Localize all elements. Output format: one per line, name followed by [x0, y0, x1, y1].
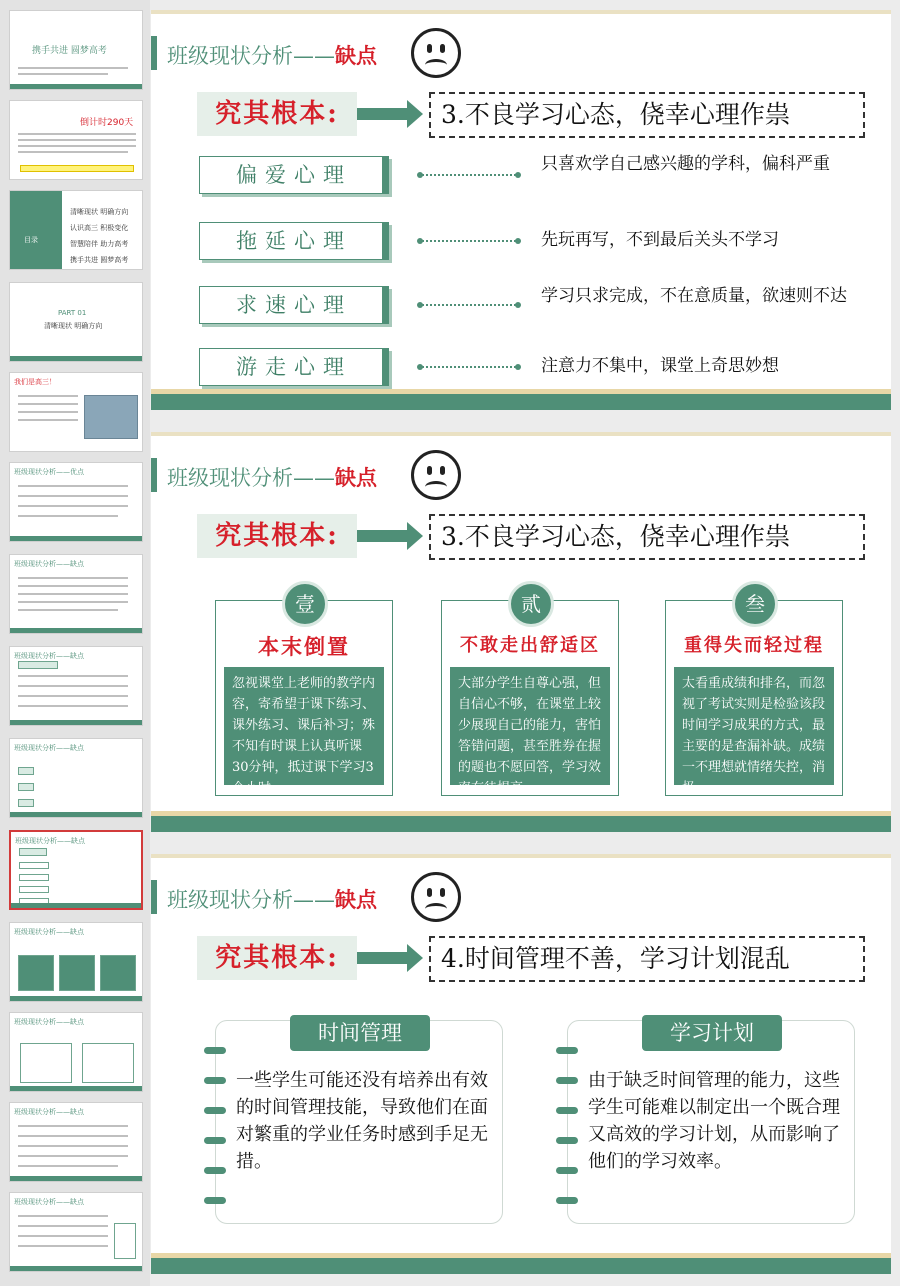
issue-card	[441, 592, 619, 796]
slide-1	[151, 10, 891, 410]
slide-2	[151, 432, 891, 832]
card-title: 不敢走出舒适区	[460, 635, 600, 656]
sad-face-icon	[411, 28, 461, 78]
trait-box: 拖延心理	[199, 222, 389, 260]
root-cause-label: 究其根本:	[197, 936, 357, 980]
trait-desc: 学习只求完成，不在意质量，欲速则不达	[541, 286, 847, 306]
cause-box: 4.时间管理不善，学习计划混乱	[429, 936, 865, 982]
arrow-right-icon	[357, 952, 409, 964]
note-title: 时间管理	[290, 1015, 430, 1051]
trait-desc: 只喜欢学自己感兴趣的学科，偏科严重	[541, 154, 830, 174]
slide-thumb-9[interactable]: 班级现状分析——缺点	[9, 738, 143, 818]
slide-thumb-3[interactable]: 目录 清晰现状 明确方向 认识高三 积极变化 智慧陪伴 助力高考 携手共进 圆梦高考	[9, 190, 143, 270]
card-badge: 叁	[732, 581, 778, 627]
arrow-right-icon	[357, 108, 409, 120]
note-title: 学习计划	[642, 1015, 782, 1051]
sad-face-icon	[411, 872, 461, 922]
slide-thumb-13[interactable]: 班级现状分析——缺点	[9, 1102, 143, 1182]
card-body: 忽视课堂上老师的教学内容，寄希望于课下练习、课外练习、课后补习；殊不知有时课上认真听课30分钟，抵过课下学习3个小时。	[224, 667, 384, 785]
trait-box: 求速心理	[199, 286, 389, 324]
cause-box: 3.不良学习心态，侥幸心理作祟	[429, 92, 865, 138]
trait-desc: 先玩再写，不到最后关头不学习	[541, 230, 779, 250]
card-body: 大部分学生自尊心强，但自信心不够，在课堂上较少展现自己的能力，害怕答错问题，甚至胜券在握的题也不愿回答，学习效率有待提高。	[450, 667, 610, 785]
root-cause-label: 究其根本:	[197, 92, 357, 136]
slide-thumb-4[interactable]: PART 01 清晰现状 明确方向	[9, 282, 143, 362]
issue-card	[215, 592, 393, 796]
slide-thumb-5[interactable]: 我们是高三！	[9, 372, 143, 452]
slide-thumb-10[interactable]: 班级现状分析——缺点	[9, 830, 143, 910]
sad-face-icon	[411, 450, 461, 500]
cause-box: 3.不良学习心态，侥幸心理作祟	[429, 514, 865, 560]
slide-thumb-8[interactable]: 班级现状分析——缺点	[9, 646, 143, 726]
card-badge: 壹	[282, 581, 328, 627]
slide-thumb-12[interactable]: 班级现状分析——缺点	[9, 1012, 143, 1092]
slide-thumb-6[interactable]: 班级现状分析——优点	[9, 462, 143, 542]
slide-thumb-14[interactable]: 班级现状分析——缺点	[9, 1192, 143, 1272]
slide-thumb-1[interactable]	[9, 10, 143, 90]
slide-thumb-11[interactable]: 班级现状分析——缺点	[9, 922, 143, 1002]
notebook-card	[215, 1020, 503, 1224]
trait-box: 偏爱心理	[199, 156, 389, 194]
card-title: 重得失而轻过程	[684, 635, 824, 656]
root-cause-label: 究其根本:	[197, 514, 357, 558]
note-body: 由于缺乏时间管理的能力，这些学生可能难以制定出一个既合理又高效的学习计划，从而影响了他们的学习效率。	[588, 1070, 840, 1172]
slide-3	[151, 854, 891, 1274]
slide-thumbnail-panel	[0, 0, 150, 1286]
slide-heading: 班级现状分析——缺点	[167, 44, 377, 68]
note-body: 一些学生可能还没有培养出有效的时间管理技能，导致他们在面对繁重的学业任务时感到手足无措。	[236, 1070, 488, 1172]
slide-thumb-7[interactable]: 班级现状分析——缺点	[9, 554, 143, 634]
slide-heading: 班级现状分析——缺点	[167, 888, 377, 912]
thumb-title: 携手共进 圆梦高考	[32, 46, 107, 56]
slide-thumb-2[interactable]	[9, 100, 143, 180]
trait-desc: 注意力不集中，课堂上奇思妙想	[541, 356, 779, 376]
slide-heading: 班级现状分析——缺点	[167, 466, 377, 490]
arrow-right-icon	[357, 530, 409, 542]
card-title: 本末倒置	[258, 634, 350, 659]
issue-card	[665, 592, 843, 796]
thumb-title: 倒计时290天	[80, 118, 134, 128]
card-badge: 贰	[508, 581, 554, 627]
card-body: 太看重成绩和排名，而忽视了考试实则是检验该段时间学习成果的方式，最主要的是查漏补缺。成绩一不理想就情绪失控，消极。	[674, 667, 834, 785]
notebook-card	[567, 1020, 855, 1224]
trait-box: 游走心理	[199, 348, 389, 386]
thumb-title: 目录	[24, 236, 38, 244]
